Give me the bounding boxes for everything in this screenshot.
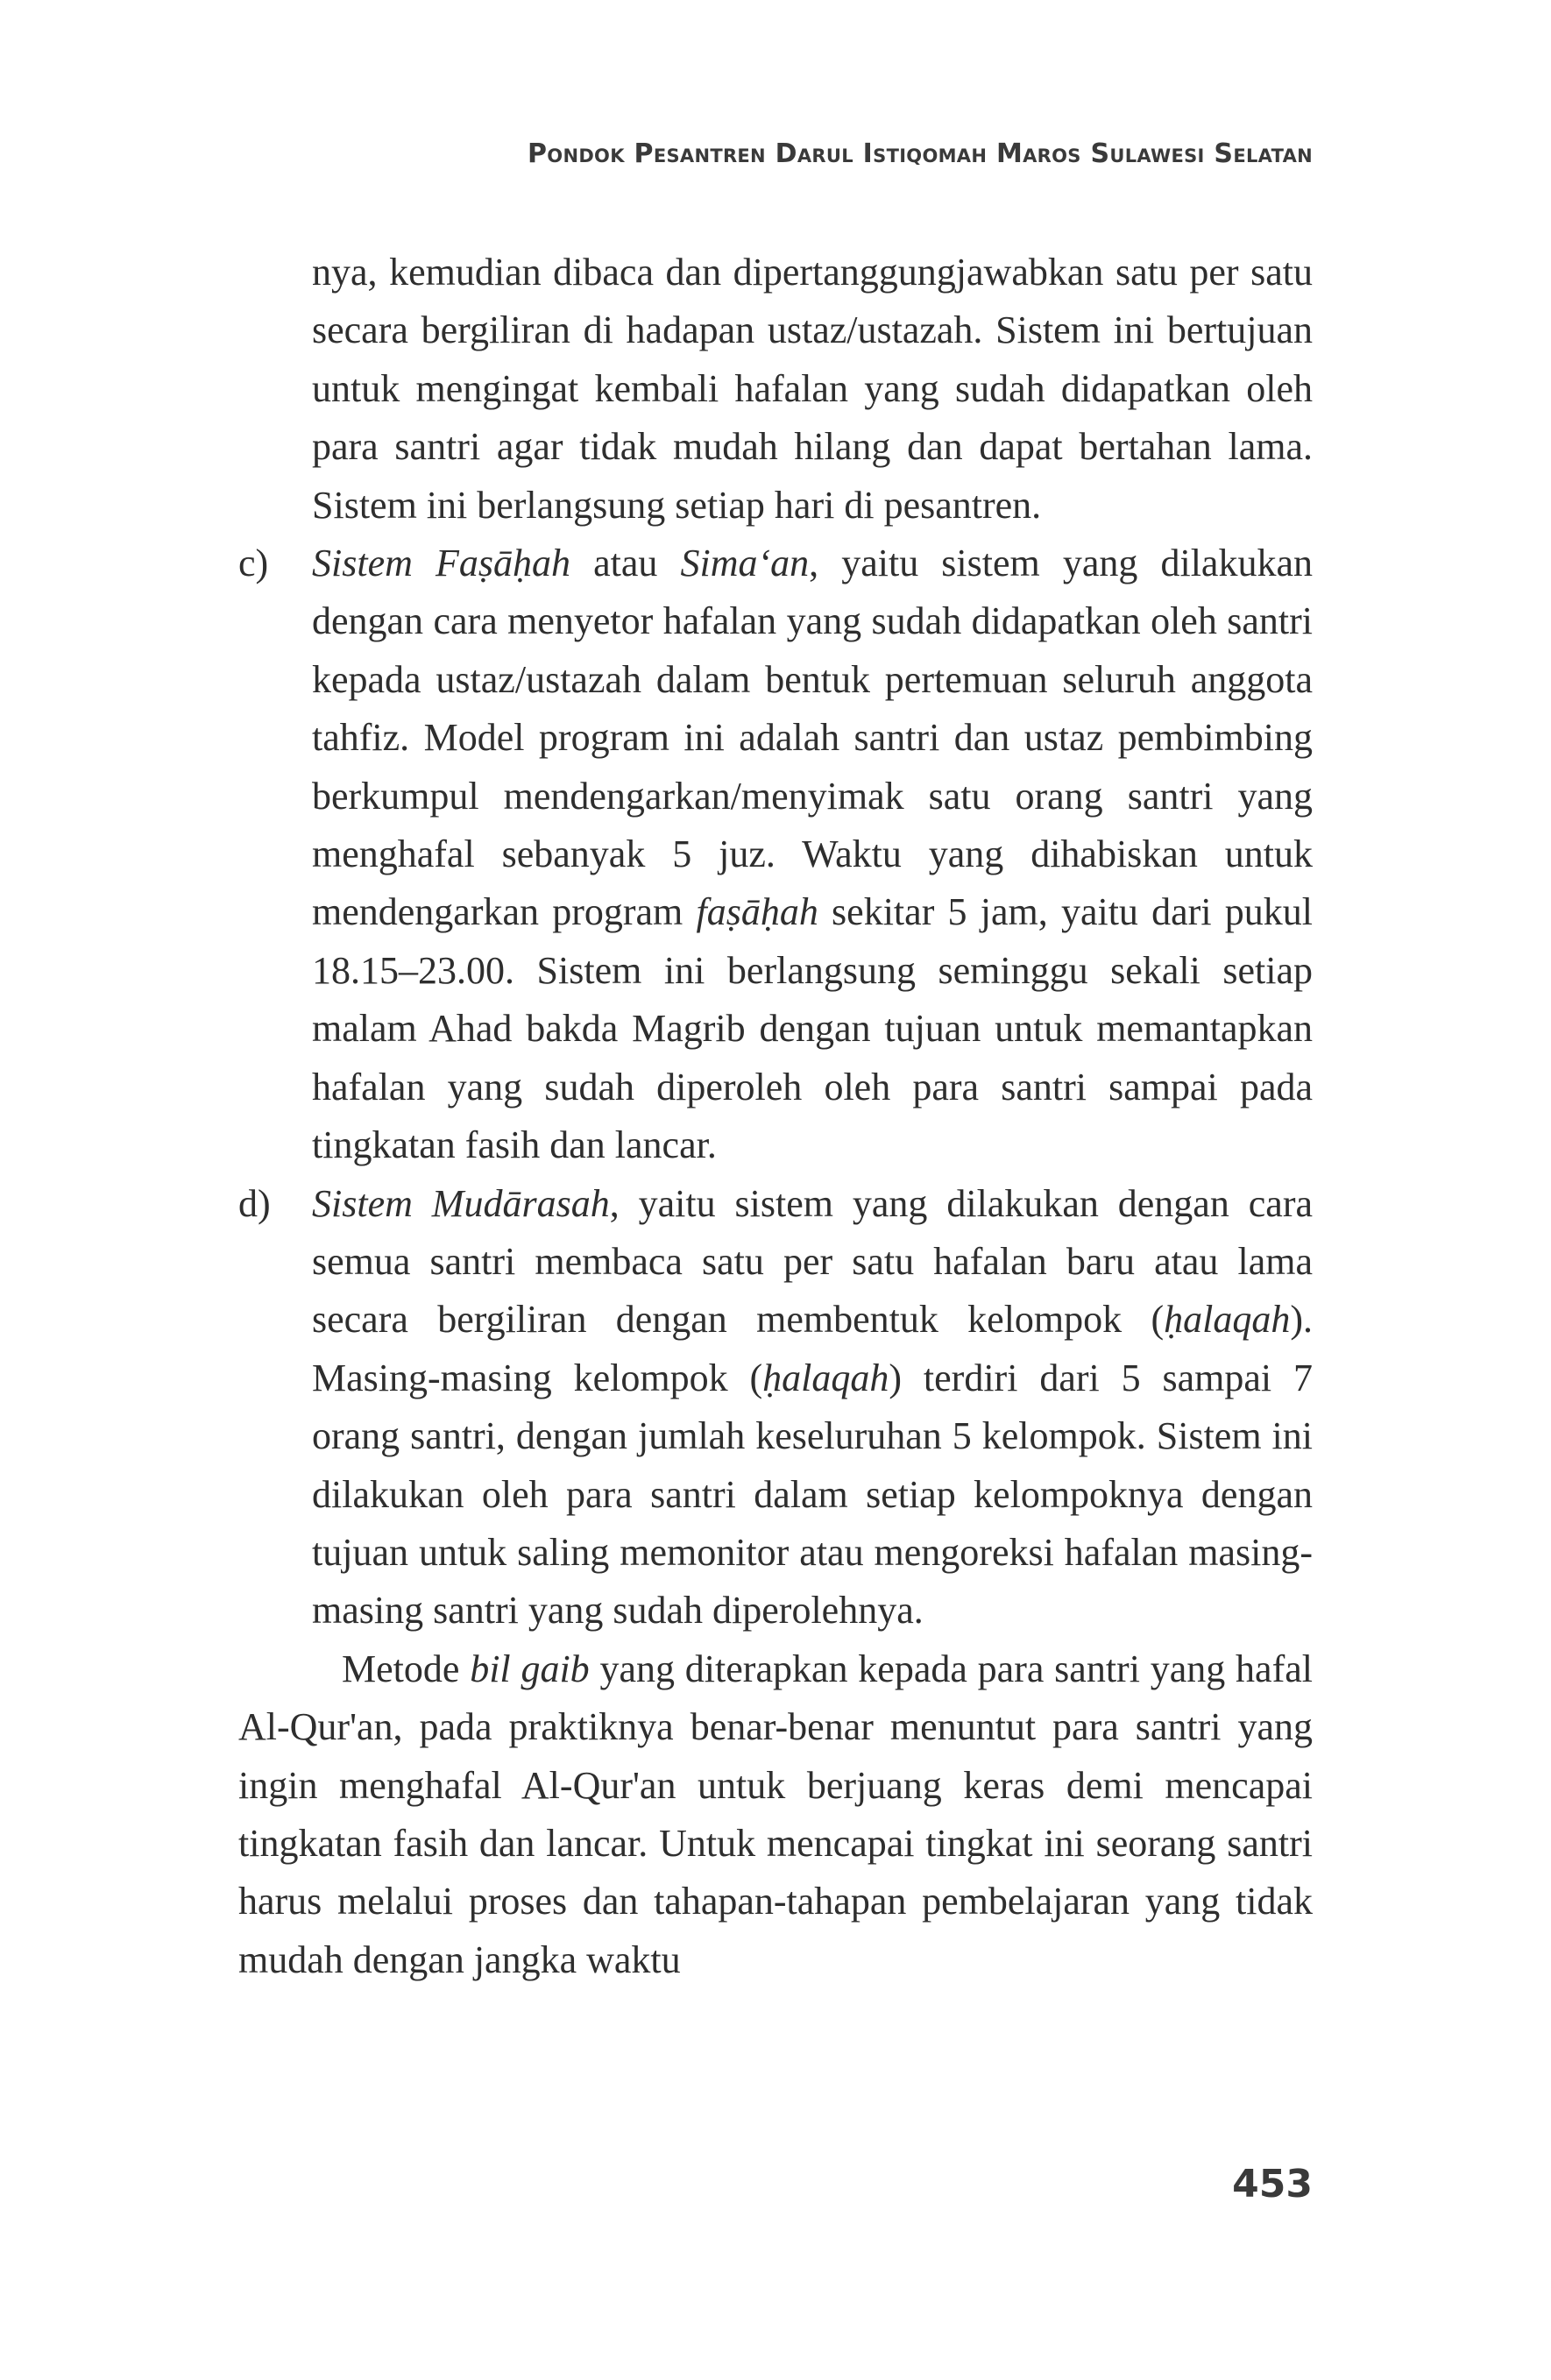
- term-halaqah-1: ḥalaqah: [1164, 1298, 1291, 1342]
- closing-text-2: yang diterapkan kepada para santri yang hafal Al-Qur'an, pada praktiknya benar-benar menuntut para santri yang ingin menghafal Al-Qur'an untuk berjuang keras demi mencapai tingkatan fasih dan lancar. Untuk mencapai tingkat ini seorang santri harus melalui proses dan tahapan-tahapan pembelajaran yang tidak mudah dengan jangka waktu: [238, 1647, 1313, 1981]
- term-sistem-mudarasah: Sistem Mudārasah: [312, 1181, 610, 1225]
- closing-text-1: Metode: [342, 1647, 471, 1690]
- list-item-c: [238, 535, 1313, 1174]
- page-body: [238, 244, 1313, 1989]
- list-item-d: [238, 1175, 1313, 1640]
- item-d-text-3: ) terdiri dari 5 sampai 7 orang santri, dengan jumlah keseluruhan 5 kelompok. Sistem ini dilakukan oleh para santri dalam setiap kelompoknya dengan tujuan untuk saling memonitor atau mengoreksi hafalan masing-masing santri yang sudah diperolehnya.: [312, 1356, 1313, 1633]
- term-sistem-fasahah: Sistem Faṣāḥah: [312, 542, 570, 585]
- item-c-text-1: , yaitu sistem yang dilakukan dengan cara menyetor hafalan yang sudah didapatkan oleh santri kepada ustaz/ustazah dalam bentuk pertemuan seluruh anggota tahfiz. Model program ini adalah santri dan ustaz pembimbing berkumpul mendengarkan/menyimak satu orang santri yang menghafal sebanyak 5 juz. Waktu yang dihabiskan untuk mendengarkan program: [312, 542, 1313, 934]
- list-marker-d: d): [238, 1181, 271, 1225]
- page-number: 453: [1232, 2162, 1313, 2206]
- term-halaqah-2: ḥalaqah: [762, 1356, 889, 1399]
- continuation-paragraph: nya, kemudian dibaca dan dipertanggungjawabkan satu per satu secara bergiliran di hadapan ustaz/ustazah. Sistem ini bertujuan untuk mengingat kembali hafalan yang sudah didapatkan oleh para santri agar tidak mudah hilang dan dapat bertahan lama. Sistem ini berlangsung setiap hari di pesantren.: [312, 251, 1313, 527]
- term-bil-gaib: bil gaib: [470, 1647, 590, 1690]
- item-c-connector: atau: [570, 542, 681, 585]
- item-c-text-2: sekitar 5 jam, yaitu dari pukul 18.15–23.00. Sistem ini berlangsung seminggu sekali setiap malam Ahad bakda Magrib dengan tujuan untuk memantapkan hafalan yang sudah diperoleh oleh para santri sampai pada tingkatan fasih dan lancar.: [312, 890, 1313, 1167]
- item-d-text-1: , yaitu sistem yang dilakukan dengan cara semua santri membaca satu per satu hafalan baru atau lama secara bergiliran dengan membentuk kelompok (: [312, 1181, 1313, 1342]
- running-header: Pondok Pesantren Darul Istiqomah Maros Sulawesi Selatan: [528, 138, 1313, 169]
- term-sima-an: Sima‘an: [680, 542, 810, 585]
- closing-paragraph: [238, 1640, 1313, 1989]
- item-d-text-2: ). Masing-masing kelompok (: [312, 1298, 1313, 1399]
- term-fasahah: faṣāḥah: [696, 890, 818, 934]
- list-marker-c: c): [238, 542, 269, 585]
